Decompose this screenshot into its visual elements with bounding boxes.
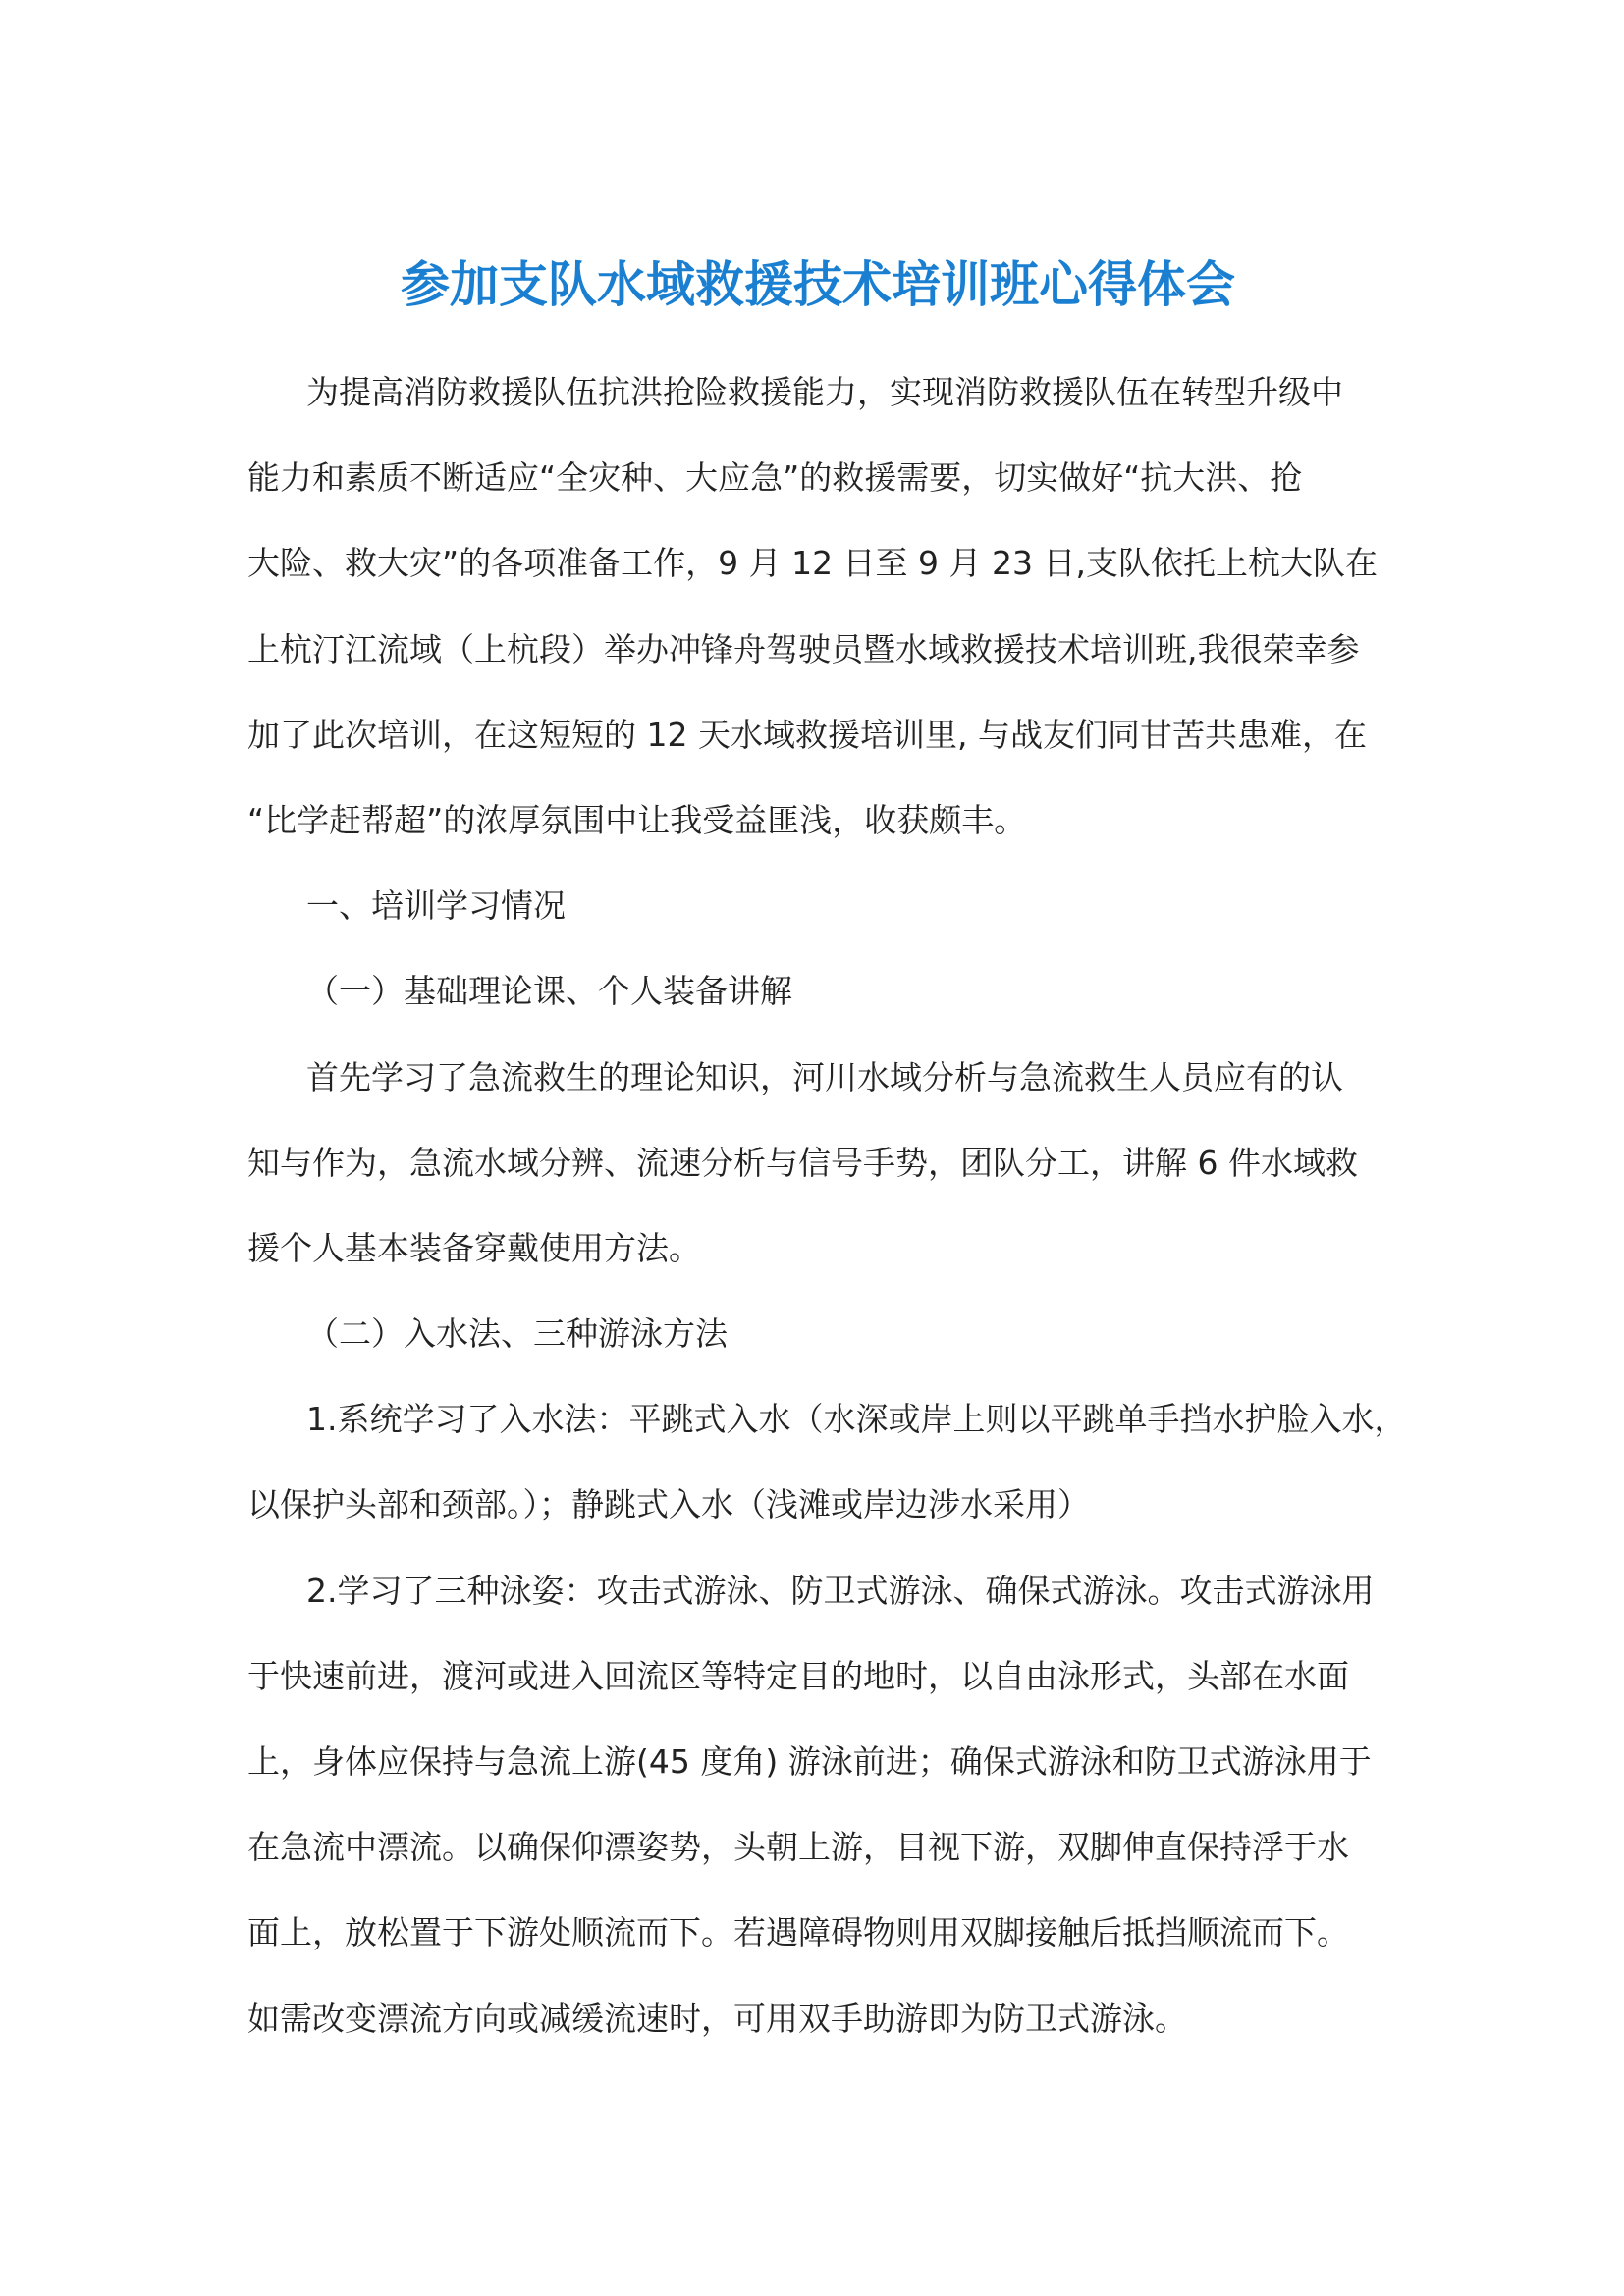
text-line: 首先学习了急流救生的理论知识，河川水域分析与急流救生人员应有的认 — [306, 1057, 1343, 1096]
text-line: 能力和素质不断适应“全灾种、大应急”的救援需要，切实做好“抗大洪、抢 — [247, 458, 1303, 498]
text-line: 上杭汀江流域（上杭段）举办冲锋舟驾驶员暨水域救援技术培训班,我很荣幸参 — [247, 629, 1360, 668]
text-line: （二）入水法、三种游泳方法 — [306, 1314, 728, 1354]
text-line: 于快速前进，渡河或进入回流区等特定目的地时，以自由泳形式，头部在水面 — [247, 1656, 1349, 1695]
text-line: 加了此次培训，在这短短的 12 天水域救援培训里, 与战友们同甘苦共患难，在 — [247, 715, 1367, 754]
text-line: 2.学习了三种泳姿：攻击式游泳、防卫式游泳、确保式游泳。攻击式游泳用 — [306, 1571, 1375, 1610]
text-line: 援个人基本装备穿戴使用方法。 — [247, 1228, 701, 1267]
text-line: 知与作为，急流水域分辨、流速分析与信号手势，团队分工，讲解 6 件水域救 — [247, 1143, 1358, 1182]
document-body — [247, 349, 1407, 2061]
text-line: 大险、救大灾”的各项准备工作，9 月 12 日至 9 月 23 日,支队依托上杭大队在 — [247, 544, 1378, 583]
document-title: 参加支队水域救援技术培训班心得体会 — [401, 256, 1235, 313]
text-line: 在急流中漂流。以确保仰漂姿势，头朝上游，目视下游，双脚伸直保持浮于水 — [247, 1828, 1349, 1867]
text-line: 如需改变漂流方向或减缓流速时，可用双手助游即为防卫式游泳。 — [247, 1999, 1187, 2038]
text-line: 上，身体应保持与急流上游(45 度角) 游泳前进；确保式游泳和防卫式游泳用于 — [247, 1742, 1372, 1781]
text-line: 一、培训学习情况 — [306, 886, 566, 926]
text-line: 1.系统学习了入水法：平跳式入水（水深或岸上则以平跳单手挡水护脸入水， — [306, 1400, 1407, 1439]
text-line: 以保护头部和颈部。）；静跳式入水（浅滩或岸边涉水采用） — [247, 1485, 1090, 1524]
text-line: （一）基础理论课、个人装备讲解 — [306, 972, 792, 1011]
text-line: 为提高消防救援队伍抗洪抢险救援能力，实现消防救援队伍在转型升级中 — [306, 373, 1343, 411]
text-line: “比学赶帮超”的浓厚氛围中让我受益匪浅，收获颇丰。 — [247, 800, 1027, 839]
text-line: 面上，放松置于下游处顺流而下。若遇障碍物则用双脚接触后抵挡顺流而下。 — [247, 1913, 1349, 1952]
